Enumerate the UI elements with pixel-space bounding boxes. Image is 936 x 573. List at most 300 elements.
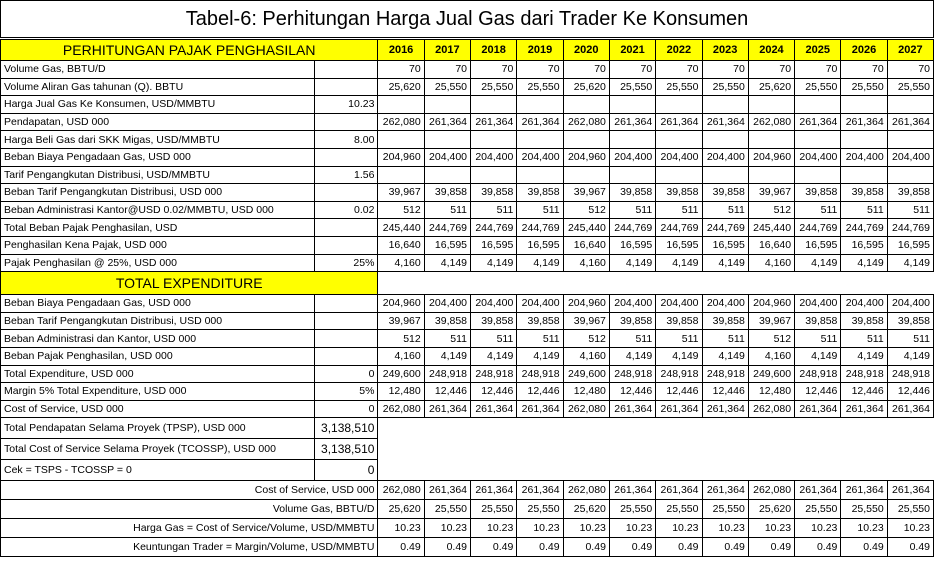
year-header: 2025 [795, 40, 841, 61]
value-cell: 10.23 [424, 519, 470, 538]
value-cell: 12,446 [841, 383, 887, 401]
value-cell: 25,550 [887, 78, 933, 96]
summary-row [1, 460, 934, 481]
result-label: Keuntungan Trader = Margin/Volume, USD/MMBTU [1, 538, 378, 557]
table-row [1, 78, 934, 96]
summary-label: Total Cost of Service Selama Proyek (TCOSSP), USD 000 [1, 439, 315, 460]
value-cell: 248,918 [609, 365, 655, 383]
value-cell: 249,600 [378, 365, 424, 383]
row-label: Beban Biaya Pengadaan Gas, USD 000 [1, 148, 315, 166]
value-cell: 39,967 [563, 184, 609, 202]
value-cell: 4,149 [656, 254, 702, 272]
value-cell: 39,858 [887, 312, 933, 330]
row-label: Beban Tarif Pengangkutan Distribusi, USD 000 [1, 312, 315, 330]
value-cell: 12,480 [378, 383, 424, 401]
value-cell [656, 96, 702, 114]
value-cell: 70 [517, 61, 563, 79]
blank-cell [841, 439, 887, 460]
value-cell [656, 166, 702, 184]
value-cell: 262,080 [563, 481, 609, 500]
value-cell: 25,550 [795, 78, 841, 96]
row-label: Cost of Service, USD 000 [1, 400, 315, 418]
value-cell: 4,149 [702, 347, 748, 365]
value-cell: 262,080 [563, 400, 609, 418]
summary-value: 0 [315, 460, 378, 481]
value-cell: 0.49 [795, 538, 841, 557]
value-cell: 10.23 [702, 519, 748, 538]
blank-cell [424, 272, 470, 295]
year-header: 2027 [887, 40, 933, 61]
value-cell: 12,446 [702, 383, 748, 401]
value-cell: 204,400 [424, 295, 470, 313]
value-cell: 16,640 [563, 236, 609, 254]
row-parameter [315, 113, 378, 131]
value-cell: 16,595 [702, 236, 748, 254]
value-cell: 261,364 [517, 400, 563, 418]
value-cell: 261,364 [887, 481, 933, 500]
row-label: Beban Administrasi Kantor@USD 0.02/MMBTU, USD 000 [1, 201, 315, 219]
value-cell: 39,858 [517, 312, 563, 330]
blank-cell [795, 460, 841, 481]
value-cell: 261,364 [656, 400, 702, 418]
row-label: Beban Biaya Pengadaan Gas, USD 000 [1, 295, 315, 313]
blank-cell [424, 439, 470, 460]
value-cell [702, 96, 748, 114]
value-cell [424, 131, 470, 149]
value-cell: 70 [795, 61, 841, 79]
row-label: Volume Gas, BBTU/D [1, 61, 315, 79]
value-cell: 261,364 [517, 481, 563, 500]
blank-cell [424, 460, 470, 481]
value-cell [517, 166, 563, 184]
row-label: Total Beban Pajak Penghasilan, USD [1, 219, 315, 237]
value-cell: 0.49 [887, 538, 933, 557]
blank-cell [471, 439, 517, 460]
blank-cell [471, 460, 517, 481]
value-cell: 4,149 [841, 347, 887, 365]
value-cell: 204,400 [795, 295, 841, 313]
result-row [1, 500, 934, 519]
value-cell: 204,400 [702, 148, 748, 166]
year-header: 2019 [517, 40, 563, 61]
value-cell: 204,400 [471, 295, 517, 313]
value-cell: 512 [378, 330, 424, 348]
value-cell: 4,149 [841, 254, 887, 272]
value-cell: 70 [609, 61, 655, 79]
blank-cell [748, 439, 794, 460]
value-cell [378, 166, 424, 184]
blank-cell [471, 272, 517, 295]
value-cell: 70 [887, 61, 933, 79]
value-cell: 4,149 [424, 254, 470, 272]
value-cell: 12,480 [563, 383, 609, 401]
table-row [1, 219, 934, 237]
value-cell: 511 [795, 330, 841, 348]
value-cell: 16,595 [609, 236, 655, 254]
value-cell: 0.49 [841, 538, 887, 557]
value-cell: 204,400 [471, 148, 517, 166]
value-cell: 511 [656, 201, 702, 219]
row-label: Beban Tarif Pengangkutan Distribusi, USD 000 [1, 184, 315, 202]
value-cell: 248,918 [517, 365, 563, 383]
value-cell: 248,918 [702, 365, 748, 383]
value-cell: 10.23 [887, 519, 933, 538]
value-cell: 0.49 [471, 538, 517, 557]
summary-value: 3,138,510 [315, 418, 378, 439]
value-cell: 4,149 [795, 347, 841, 365]
value-cell [609, 166, 655, 184]
value-cell: 4,160 [378, 254, 424, 272]
row-label: Volume Aliran Gas tahunan (Q). BBTU [1, 78, 315, 96]
table-title: Tabel-6: Perhitungan Harga Jual Gas dari Trader Ke Konsumen [0, 0, 934, 38]
value-cell: 248,918 [656, 365, 702, 383]
blank-cell [748, 460, 794, 481]
value-cell [702, 131, 748, 149]
value-cell: 70 [563, 61, 609, 79]
value-cell: 261,364 [702, 400, 748, 418]
result-row [1, 538, 934, 557]
row-label: Penghasilan Kena Pajak, USD 000 [1, 236, 315, 254]
row-parameter [315, 184, 378, 202]
value-cell: 4,160 [748, 347, 794, 365]
blank-cell [656, 418, 702, 439]
value-cell: 244,769 [841, 219, 887, 237]
table-row [1, 295, 934, 313]
summary-row [1, 439, 934, 460]
blank-cell [517, 418, 563, 439]
value-cell: 204,960 [378, 148, 424, 166]
value-cell: 244,769 [609, 219, 655, 237]
row-parameter: 0 [315, 400, 378, 418]
table-row [1, 113, 934, 131]
value-cell: 512 [563, 201, 609, 219]
value-cell: 16,595 [795, 236, 841, 254]
value-cell: 16,595 [517, 236, 563, 254]
value-cell: 204,960 [378, 295, 424, 313]
value-cell: 261,364 [609, 400, 655, 418]
value-cell [795, 131, 841, 149]
value-cell: 248,918 [841, 365, 887, 383]
table-row [1, 400, 934, 418]
value-cell: 25,620 [748, 78, 794, 96]
value-cell: 261,364 [656, 113, 702, 131]
value-cell: 4,149 [702, 254, 748, 272]
value-cell: 261,364 [841, 113, 887, 131]
blank-cell [887, 439, 933, 460]
value-cell [378, 131, 424, 149]
blank-cell [702, 439, 748, 460]
result-label: Volume Gas, BBTU/D [1, 500, 378, 519]
value-cell: 261,364 [424, 113, 470, 131]
summary-row [1, 418, 934, 439]
summary-value: 3,138,510 [315, 439, 378, 460]
value-cell: 512 [748, 201, 794, 219]
value-cell: 70 [702, 61, 748, 79]
value-cell: 244,769 [424, 219, 470, 237]
blank-cell [609, 418, 655, 439]
value-cell: 39,858 [609, 312, 655, 330]
blank-cell [563, 418, 609, 439]
value-cell: 261,364 [841, 400, 887, 418]
value-cell: 4,149 [656, 347, 702, 365]
value-cell: 25,550 [656, 78, 702, 96]
value-cell: 261,364 [471, 400, 517, 418]
value-cell [563, 166, 609, 184]
result-row [1, 519, 934, 538]
value-cell: 39,967 [748, 184, 794, 202]
value-cell: 511 [424, 201, 470, 219]
row-parameter [315, 148, 378, 166]
table-row [1, 236, 934, 254]
value-cell [609, 131, 655, 149]
value-cell: 10.23 [795, 519, 841, 538]
value-cell: 511 [841, 330, 887, 348]
value-cell: 261,364 [609, 113, 655, 131]
blank-cell [563, 460, 609, 481]
summary-label: Cek = TSPS - TCOSSP = 0 [1, 460, 315, 481]
value-cell: 39,858 [702, 312, 748, 330]
blank-cell [609, 460, 655, 481]
row-parameter [315, 347, 378, 365]
value-cell: 244,769 [656, 219, 702, 237]
blank-cell [378, 439, 424, 460]
value-cell: 248,918 [887, 365, 933, 383]
value-cell: 4,149 [517, 347, 563, 365]
row-label: Total Expenditure, USD 000 [1, 365, 315, 383]
blank-cell [378, 418, 424, 439]
value-cell [887, 131, 933, 149]
value-cell: 261,364 [702, 481, 748, 500]
value-cell: 10.23 [656, 519, 702, 538]
value-cell [841, 166, 887, 184]
value-cell: 261,364 [471, 113, 517, 131]
value-cell: 12,446 [656, 383, 702, 401]
blank-cell [609, 272, 655, 295]
value-cell: 261,364 [656, 481, 702, 500]
blank-cell [656, 439, 702, 460]
value-cell: 261,364 [702, 113, 748, 131]
value-cell: 204,400 [609, 295, 655, 313]
value-cell: 16,595 [471, 236, 517, 254]
value-cell: 511 [841, 201, 887, 219]
value-cell: 0.49 [424, 538, 470, 557]
value-cell: 12,446 [795, 383, 841, 401]
value-cell: 261,364 [517, 113, 563, 131]
value-cell: 25,620 [563, 500, 609, 519]
value-cell: 261,364 [424, 400, 470, 418]
value-cell: 39,858 [841, 184, 887, 202]
row-parameter: 10.23 [315, 96, 378, 114]
value-cell: 511 [471, 201, 517, 219]
value-cell: 16,595 [656, 236, 702, 254]
value-cell: 70 [841, 61, 887, 79]
blank-cell [378, 460, 424, 481]
blank-cell [517, 460, 563, 481]
value-cell: 0.49 [563, 538, 609, 557]
blank-cell [841, 272, 887, 295]
value-cell: 70 [424, 61, 470, 79]
value-cell: 511 [517, 330, 563, 348]
value-cell: 204,400 [609, 148, 655, 166]
table-row [1, 184, 934, 202]
table-row [1, 96, 934, 114]
value-cell: 204,400 [841, 295, 887, 313]
value-cell: 204,960 [563, 295, 609, 313]
value-cell: 39,858 [795, 184, 841, 202]
value-cell: 39,858 [517, 184, 563, 202]
section-header-row [1, 272, 934, 295]
blank-cell [517, 439, 563, 460]
value-cell: 245,440 [563, 219, 609, 237]
value-cell: 70 [471, 61, 517, 79]
value-cell: 4,149 [471, 347, 517, 365]
value-cell [563, 131, 609, 149]
value-cell: 204,400 [887, 148, 933, 166]
value-cell: 204,400 [887, 295, 933, 313]
value-cell: 262,080 [748, 113, 794, 131]
value-cell: 244,769 [517, 219, 563, 237]
value-cell: 12,446 [471, 383, 517, 401]
row-parameter [315, 219, 378, 237]
value-cell: 25,550 [424, 78, 470, 96]
value-cell: 25,550 [609, 78, 655, 96]
value-cell: 4,149 [609, 254, 655, 272]
value-cell: 4,149 [517, 254, 563, 272]
value-cell: 12,446 [887, 383, 933, 401]
value-cell: 39,858 [424, 312, 470, 330]
value-cell [517, 96, 563, 114]
value-cell: 4,149 [609, 347, 655, 365]
value-cell: 248,918 [795, 365, 841, 383]
table-row [1, 131, 934, 149]
row-label: Harga Beli Gas dari SKK Migas, USD/MMBTU [1, 131, 315, 149]
blank-cell [795, 272, 841, 295]
blank-cell [887, 272, 933, 295]
row-parameter: 0.02 [315, 201, 378, 219]
value-cell: 4,160 [378, 347, 424, 365]
row-label: Tarif Pengangkutan Distribusi, USD/MMBTU [1, 166, 315, 184]
value-cell: 0.49 [517, 538, 563, 557]
table-row [1, 148, 934, 166]
value-cell [378, 96, 424, 114]
blank-cell [378, 272, 424, 295]
value-cell: 512 [378, 201, 424, 219]
value-cell: 204,400 [841, 148, 887, 166]
value-cell: 16,595 [424, 236, 470, 254]
value-cell: 249,600 [563, 365, 609, 383]
blank-cell [424, 418, 470, 439]
value-cell: 25,550 [702, 500, 748, 519]
year-header: 2024 [748, 40, 794, 61]
data-table [0, 39, 934, 557]
value-cell: 12,446 [517, 383, 563, 401]
row-parameter: 8.00 [315, 131, 378, 149]
blank-cell [517, 272, 563, 295]
value-cell: 204,400 [517, 148, 563, 166]
value-cell [471, 96, 517, 114]
blank-cell [841, 460, 887, 481]
value-cell: 262,080 [378, 113, 424, 131]
value-cell: 511 [702, 201, 748, 219]
value-cell: 25,550 [471, 500, 517, 519]
value-cell: 39,967 [748, 312, 794, 330]
value-cell [748, 96, 794, 114]
blank-cell [702, 272, 748, 295]
value-cell [841, 131, 887, 149]
value-cell: 511 [887, 201, 933, 219]
value-cell: 10.23 [609, 519, 655, 538]
value-cell: 25,620 [378, 500, 424, 519]
value-cell: 261,364 [471, 481, 517, 500]
value-cell: 39,858 [424, 184, 470, 202]
value-cell: 39,858 [471, 184, 517, 202]
value-cell: 511 [424, 330, 470, 348]
value-cell: 262,080 [748, 400, 794, 418]
value-cell [424, 96, 470, 114]
value-cell: 4,149 [887, 347, 933, 365]
row-parameter: 5% [315, 383, 378, 401]
value-cell: 261,364 [424, 481, 470, 500]
year-header: 2022 [656, 40, 702, 61]
result-label: Harga Gas = Cost of Service/Volume, USD/MMBTU [1, 519, 378, 538]
value-cell: 204,960 [563, 148, 609, 166]
row-parameter: 1.56 [315, 166, 378, 184]
table-row [1, 201, 934, 219]
blank-cell [795, 439, 841, 460]
value-cell: 511 [795, 201, 841, 219]
value-cell [841, 96, 887, 114]
table-row [1, 347, 934, 365]
value-cell: 39,858 [702, 184, 748, 202]
value-cell: 25,550 [887, 500, 933, 519]
value-cell: 261,364 [887, 400, 933, 418]
blank-cell [702, 418, 748, 439]
row-label: Beban Administrasi dan Kantor, USD 000 [1, 330, 315, 348]
value-cell: 25,620 [563, 78, 609, 96]
value-cell: 25,550 [795, 500, 841, 519]
value-cell: 512 [563, 330, 609, 348]
blank-cell [887, 418, 933, 439]
row-label: Margin 5% Total Expenditure, USD 000 [1, 383, 315, 401]
year-header: 2018 [471, 40, 517, 61]
value-cell: 4,149 [795, 254, 841, 272]
blank-cell [563, 439, 609, 460]
blank-cell [887, 460, 933, 481]
value-cell: 262,080 [378, 481, 424, 500]
value-cell: 16,640 [378, 236, 424, 254]
table-row [1, 166, 934, 184]
value-cell: 70 [378, 61, 424, 79]
value-cell: 511 [702, 330, 748, 348]
row-parameter: 25% [315, 254, 378, 272]
value-cell: 261,364 [841, 481, 887, 500]
year-header: 2016 [378, 40, 424, 61]
value-cell: 25,550 [841, 78, 887, 96]
value-cell: 16,595 [841, 236, 887, 254]
value-cell: 16,640 [748, 236, 794, 254]
row-parameter [315, 295, 378, 313]
value-cell [424, 166, 470, 184]
value-cell: 0.49 [609, 538, 655, 557]
blank-cell [656, 460, 702, 481]
section-title: TOTAL EXPENDITURE [1, 272, 378, 295]
value-cell: 4,149 [887, 254, 933, 272]
value-cell: 25,550 [702, 78, 748, 96]
row-label: Harga Jual Gas Ke Konsumen, USD/MMBTU [1, 96, 315, 114]
value-cell: 0.49 [702, 538, 748, 557]
value-cell [471, 131, 517, 149]
blank-cell [795, 418, 841, 439]
